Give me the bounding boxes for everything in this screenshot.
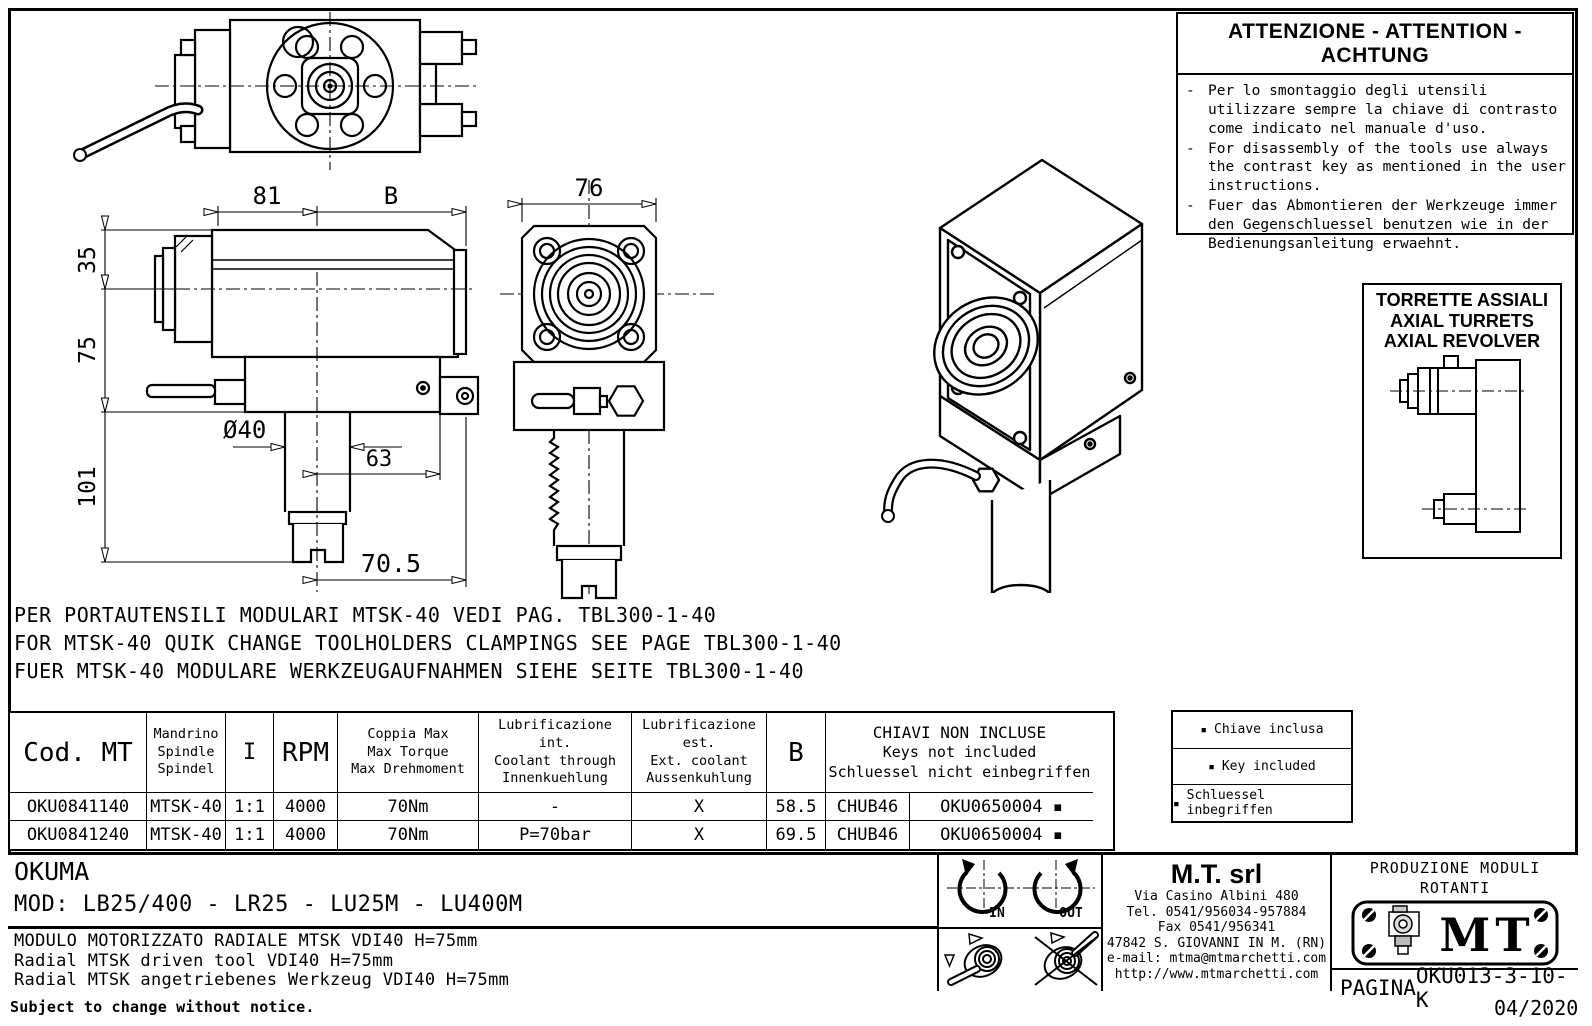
dim-63: 63 <box>365 447 393 472</box>
dim-76: 76 <box>574 174 604 202</box>
machine-brand: OKUMA <box>14 857 90 886</box>
legend-item-de: ▪ Schluessel inbegriffen <box>1173 788 1273 819</box>
wrench-wrong-icon <box>1035 933 1097 985</box>
description-de: Radial MTSK angetriebenes Werkzeug VDI40 H=75mm <box>14 970 510 990</box>
note-en: FOR MTSK-40 QUIK CHANGE TOOLHOLDERS CLAMPINGS SEE PAGE TBL300-1-40 <box>14 631 842 655</box>
production-tagline: PRODUZIONE MODULI ROTANTI <box>1369 859 1541 897</box>
company-tel: Tel. 0541/956034-957884 <box>1126 904 1307 920</box>
isometric-view-drawing <box>790 128 1145 593</box>
col-header-lub-int: Lubrificazione int. Coolant through Innenkuehlung <box>479 713 632 793</box>
row1-rpm: 4000 <box>274 793 338 821</box>
axial-turrets-title: TORRETTE ASSIALI AXIAL TURRETS AXIAL REVOLVER <box>1375 290 1548 352</box>
row2-b: 69.5 <box>767 821 826 849</box>
row2-key-code: OKU0650004 ▪ <box>940 825 1063 845</box>
dim-70-5: 70.5 <box>360 549 422 578</box>
row1-key-code: OKU0650004 ▪ <box>910 793 1093 821</box>
machine-brand-model <box>8 855 937 929</box>
attention-item-de: - Fuer das Abmontieren der Werkzeuge immer den Gegenschluessel benutzen wie in der Bedienungsanleitung erwaehnt. <box>1186 198 1558 252</box>
note-de: FUER MTSK-40 MODULARE WERKZEUGAUFNAHMEN SIEHE SEITE TBL300-1-40 <box>14 659 805 683</box>
col-header-rpm: RPM <box>274 713 338 793</box>
legend-item-en: ▪ Key included <box>1173 749 1351 786</box>
dash-marker: - <box>1186 198 1195 215</box>
key-legend-box <box>1171 710 1353 823</box>
out-label: OUT <box>1059 906 1083 921</box>
dim-81: 81 <box>252 182 282 210</box>
disclaimer-note: Subject to change without notice. <box>10 998 315 1016</box>
dim-dia40: Ø40 <box>223 416 267 444</box>
company-email: e-mail: mtma@mtmarchetti.com <box>1106 951 1327 966</box>
mt-logo-icon <box>1347 898 1563 968</box>
note-it: PER PORTAUTENSILI MODULARI MTSK-40 VEDI PAG. TBL300-1-40 <box>14 603 717 627</box>
company-city: 47842 S. GIOVANNI IN M. (RN) <box>1106 935 1327 951</box>
row2-spindle: MTSK-40 <box>147 821 226 849</box>
row2-cod: OKU0841240 <box>10 821 147 849</box>
attention-title: ATTENZIONE - ATTENTION - ACHTUNG <box>1178 14 1572 75</box>
company-name: M.T. srl <box>1170 859 1263 889</box>
rotation-direction-panel <box>939 855 1101 929</box>
square-bullet-icon: ▪ <box>1173 796 1180 810</box>
row1-torque: 70Nm <box>338 793 479 821</box>
dim-101: 101 <box>75 466 101 508</box>
row1-ratio: 1:1 <box>226 793 274 821</box>
dash-marker: - <box>1186 83 1195 99</box>
row2-key: CHUB46 <box>826 821 910 849</box>
row2-ratio: 1:1 <box>226 821 274 849</box>
dash-marker: - <box>1186 140 1195 157</box>
row2-lub-int: P=70bar <box>479 821 632 849</box>
module-description <box>8 929 937 991</box>
company-address: Via Casino Albini 480 <box>1134 889 1299 904</box>
description-en: Radial MTSK driven tool VDI40 H=75mm <box>14 950 394 971</box>
coolant-tube-iso <box>882 464 976 522</box>
dim-35: 35 <box>75 246 101 274</box>
rotation-direction-icons <box>939 855 1101 926</box>
spec-table <box>8 711 1115 851</box>
col-header-spindle: Mandrino Spindle Spindel <box>147 713 226 793</box>
revision-date: 04/2020 <box>1494 996 1579 1020</box>
row1-lub-int: - <box>479 793 632 821</box>
col-header-cod-mt: Cod. MT <box>10 713 147 793</box>
top-view-drawing <box>60 8 480 176</box>
dim-B: B <box>383 182 399 210</box>
col-header-torque: Coppia Max Max Torque Max Drehmoment <box>338 713 479 793</box>
row2-rpm: 4000 <box>274 821 338 849</box>
col-header-ratio: I <box>226 713 274 793</box>
page-label: PAGINA <box>1340 975 1416 1000</box>
company-web: http://www.mtmarchetti.com <box>1114 966 1319 982</box>
side-view-drawing <box>55 172 500 604</box>
turret-side-drawing <box>1364 352 1560 550</box>
legend-item-it: ▪ Chiave inclusa <box>1173 712 1351 749</box>
attention-box <box>1176 12 1574 252</box>
wrench-usage-icons <box>939 929 1101 989</box>
attention-item-it: - Per lo smontaggio degli utensili utilizzare sempre la chiave di contrasto come indicato nel manuale d'uso. <box>1186 83 1558 137</box>
square-bullet-icon: ▪ <box>1208 760 1215 773</box>
company-fax: Fax 0541/956341 <box>1157 920 1276 935</box>
mt-logo-text: MT <box>1439 908 1535 962</box>
attention-item-en: - For disassembly of the tools use always the contrast key as mentioned in the user instructions. <box>1186 140 1566 195</box>
dim-75: 75 <box>75 336 101 364</box>
col-header-lub-ext: Lubrificazione est. Ext. coolant Aussenkuhlung <box>632 713 767 793</box>
row1-lub-ext: X <box>632 793 767 821</box>
row1-spindle: MTSK-40 <box>147 793 226 821</box>
in-label: IN <box>989 906 1005 921</box>
company-block <box>1103 855 1332 991</box>
front-view-drawing <box>498 172 720 600</box>
rotation-coolant-icons <box>939 855 1103 991</box>
row2-torque: 70Nm <box>338 821 479 849</box>
row1-b: 58.5 <box>767 793 826 821</box>
machine-models: MOD: LB25/400 - LR25 - LU25M - LU400M <box>14 892 523 917</box>
row1-cod: OKU0841140 <box>10 793 147 821</box>
square-bullet-icon: ▪ <box>1200 723 1208 737</box>
page-code: OKU013-3-10-K <box>1415 963 1568 1012</box>
mt-logo <box>1332 898 1578 968</box>
col-header-keys: CHIAVI NON INCLUSE Keys not included Schluessel nicht einbegriffen <box>826 713 1093 793</box>
col-header-b: B <box>767 713 826 793</box>
axial-turrets-box <box>1362 283 1562 559</box>
title-block-machine-section <box>8 855 939 991</box>
description-it: MODULO MOTORIZZATO RADIALE MTSK VDI40 H=75mm <box>14 931 478 951</box>
row1-key: CHUB46 <box>826 793 910 821</box>
wrench-correct-icon <box>945 934 1007 983</box>
modular-toolholder-notes <box>14 601 842 685</box>
attention-body <box>1178 75 1572 254</box>
wrench-usage-panel <box>939 929 1101 993</box>
row2-lub-ext: X <box>632 821 767 849</box>
